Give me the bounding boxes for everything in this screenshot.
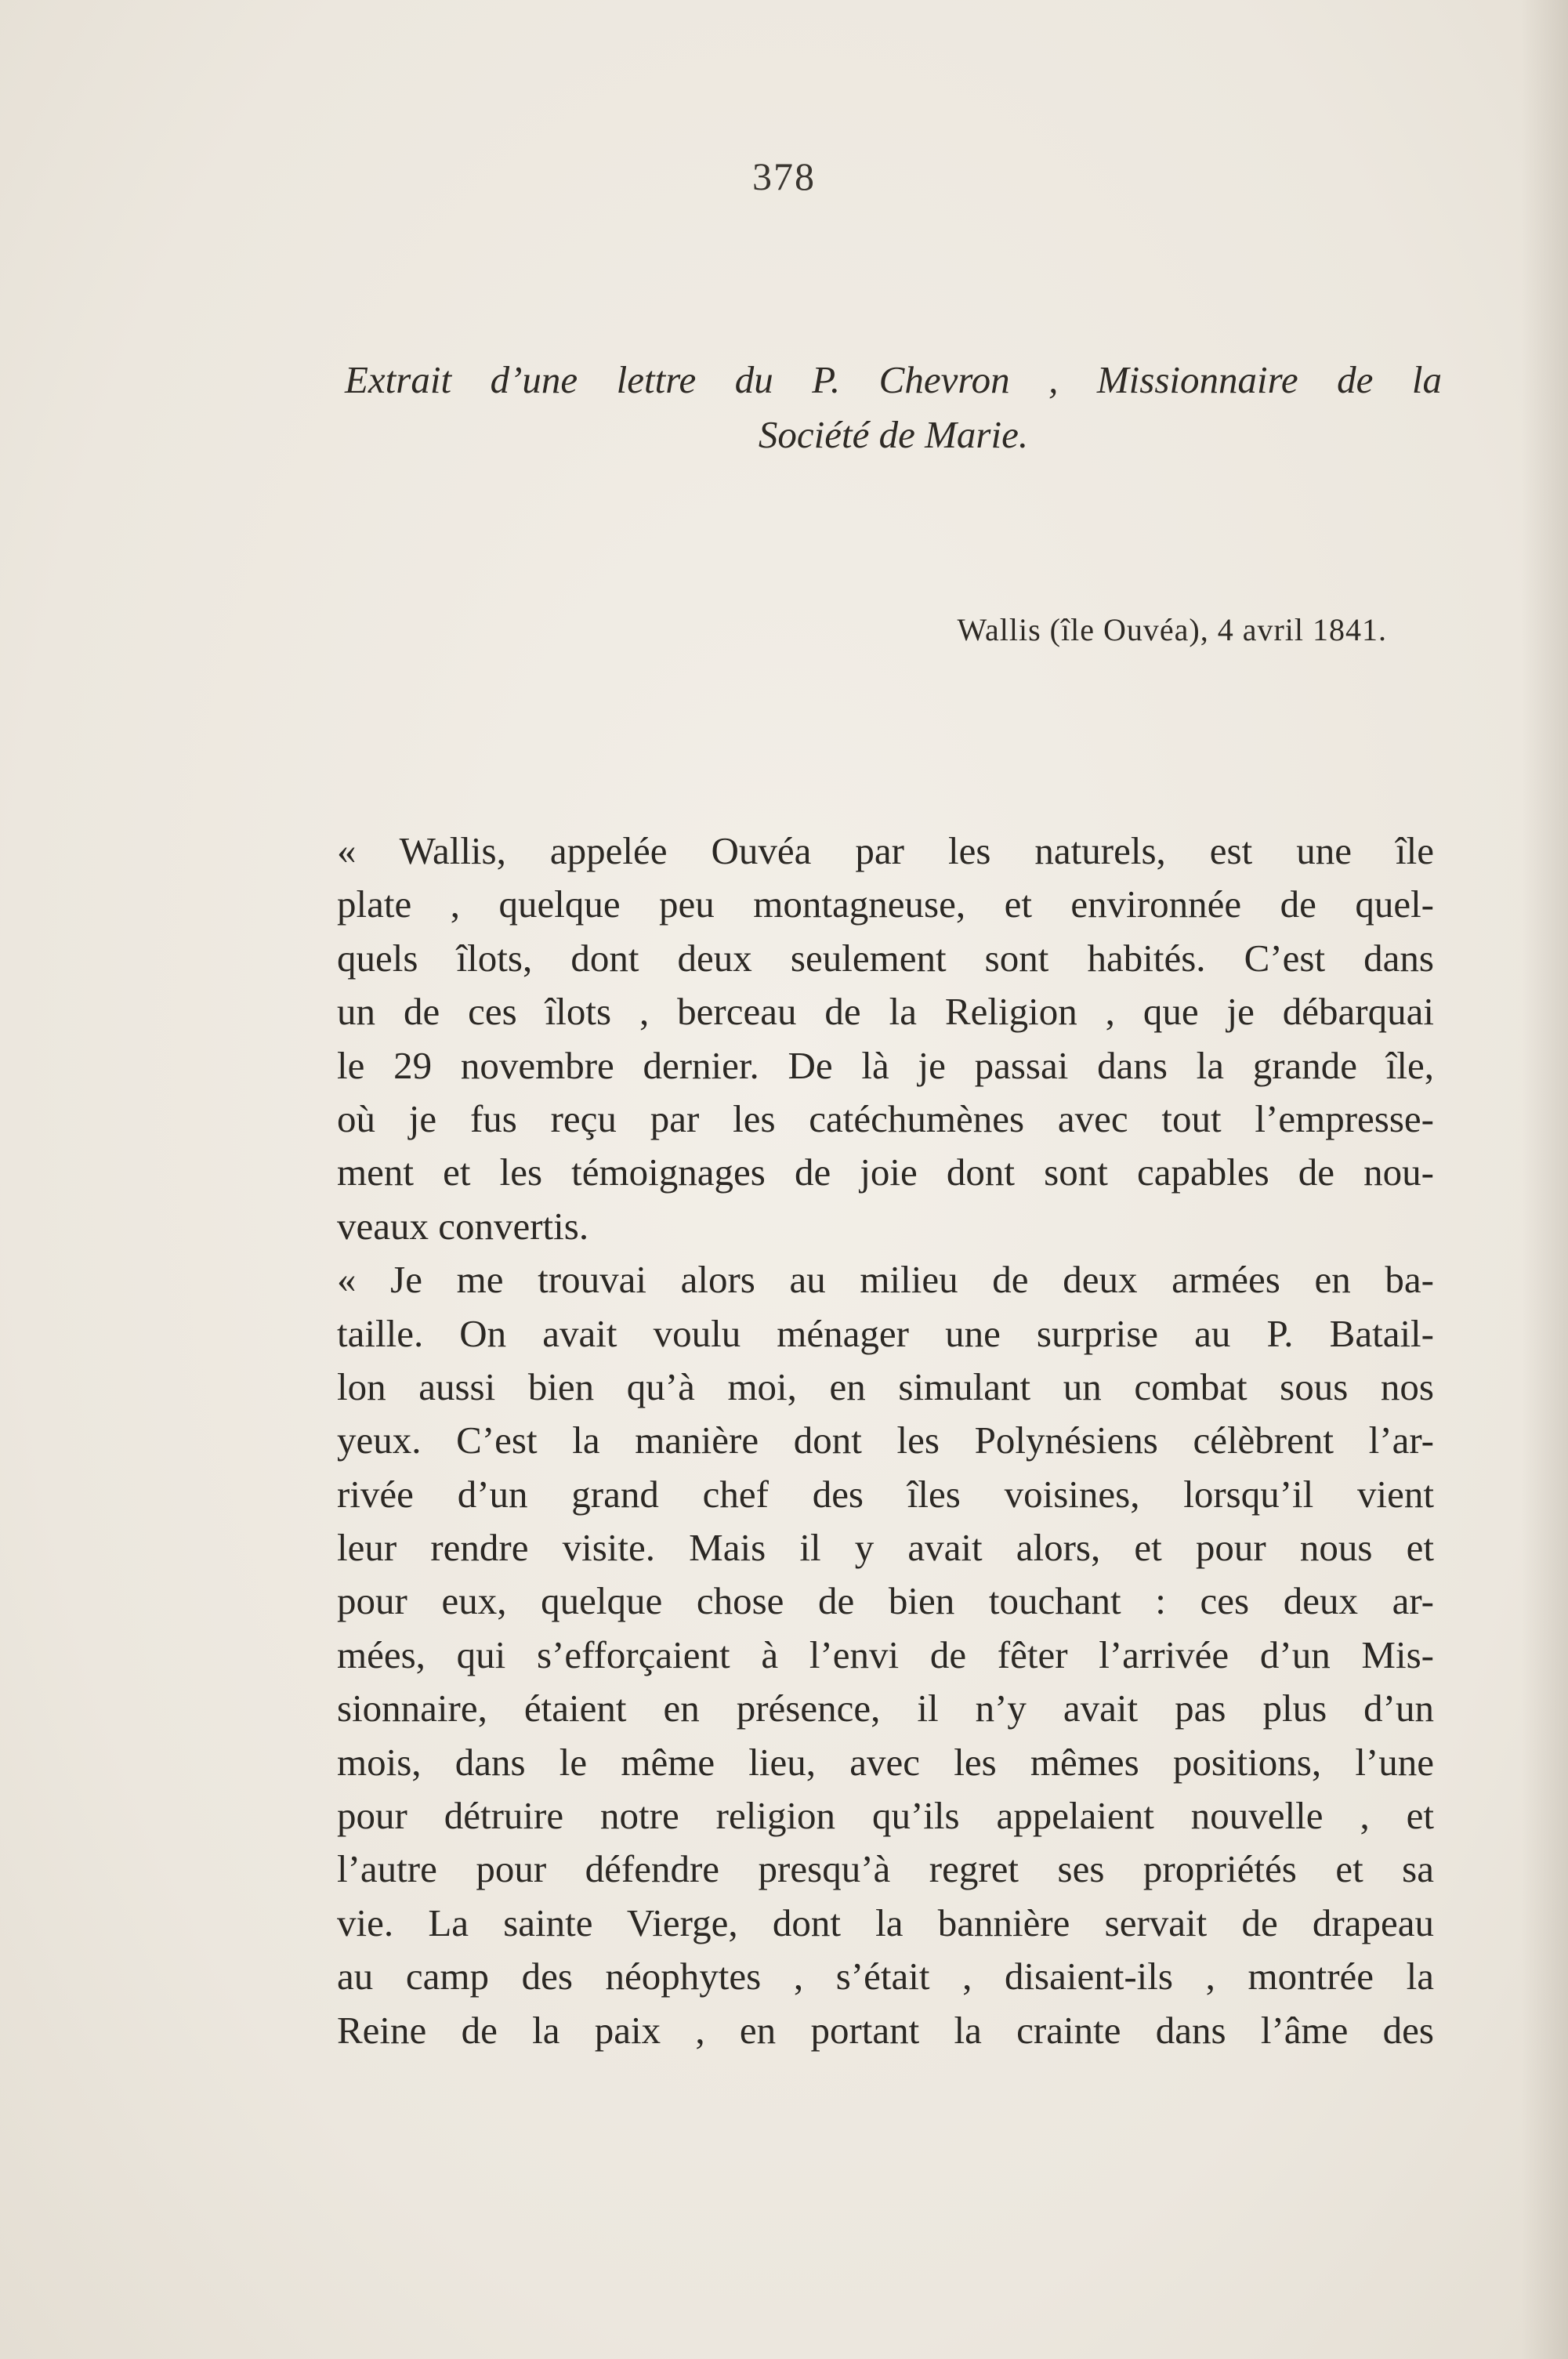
page-edge-shadow [1521, 0, 1568, 2359]
text-line: « Wallis, appelée Ouvéa par les naturels, est une île [337, 829, 1434, 872]
text-line: pour détruire notre religion qu’ils appelaient nouvelle , et [337, 1794, 1434, 1838]
text-line: le 29 novembre dernier. De là je passai dans la grande île, [337, 1043, 1434, 1087]
title-line-1: Extrait d’une lettre du P. Chevron , Missionnaire de la [345, 358, 1442, 401]
text-line: quels îlots, dont deux seulement sont habités. C’est dans [337, 936, 1434, 980]
text-line: Reine de la paix , en portant la crainte dans l’âme des [337, 2008, 1434, 2052]
text-line: lon aussi bien qu’à moi, en simulant un combat sous nos [337, 1364, 1434, 1408]
text-line: « Je me trouvai alors au milieu de deux armées en ba- [337, 1258, 1434, 1302]
text-line: sionnaire, étaient en présence, il n’y avait pas plus d’un [337, 1687, 1434, 1730]
paragraph-1 [337, 824, 1434, 1253]
text-line: taille. On avait voulu ménager une surprise au P. Batail- [337, 1311, 1434, 1355]
text-line: plate , quelque peu montagneuse, et environnée de quel- [337, 882, 1434, 926]
text-line: un de ces îlots , berceau de la Religion , que je débarquai [337, 990, 1434, 1034]
text-line: au camp des néophytes , s’était , disaient-ils , montrée la [337, 1955, 1434, 1998]
page-number: 378 [752, 154, 816, 198]
dateline: Wallis (île Ouvéa), 4 avril 1841. [957, 612, 1387, 647]
text-line: mois, dans le même lieu, avec les mêmes positions, l’une [337, 1740, 1434, 1784]
text-line: mées, qui s’efforçaient à l’envi de fêter l’arrivée d’un Mis- [337, 1632, 1434, 1676]
body-text [337, 824, 1434, 2057]
paragraph-2 [337, 1253, 1434, 2057]
letter-title [345, 353, 1442, 462]
text-line: rivée d’un grand chef des îles voisines, lorsqu’il vient [337, 1472, 1434, 1516]
text-line: l’autre pour défendre presqu’à regret ses propriétés et sa [337, 1847, 1434, 1891]
text-line: vie. La sainte Vierge, dont la bannière servait de drapeau [337, 1901, 1434, 1944]
title-line-2: Société de Marie. [758, 413, 1029, 456]
text-line: leur rendre visite. Mais il y avait alors, et pour nous et [337, 1526, 1434, 1570]
text-line: pour eux, quelque chose de bien touchant : ces deux ar- [337, 1579, 1434, 1623]
text-line: ment et les témoignages de joie dont sont capables de nou- [337, 1151, 1434, 1194]
text-line: où je fus reçu par les catéchumènes avec tout l’empresse- [337, 1096, 1434, 1140]
text-line: veaux convertis. [337, 1204, 589, 1248]
text-line: yeux. C’est la manière dont les Polynésiens célèbrent l’ar- [337, 1419, 1434, 1462]
